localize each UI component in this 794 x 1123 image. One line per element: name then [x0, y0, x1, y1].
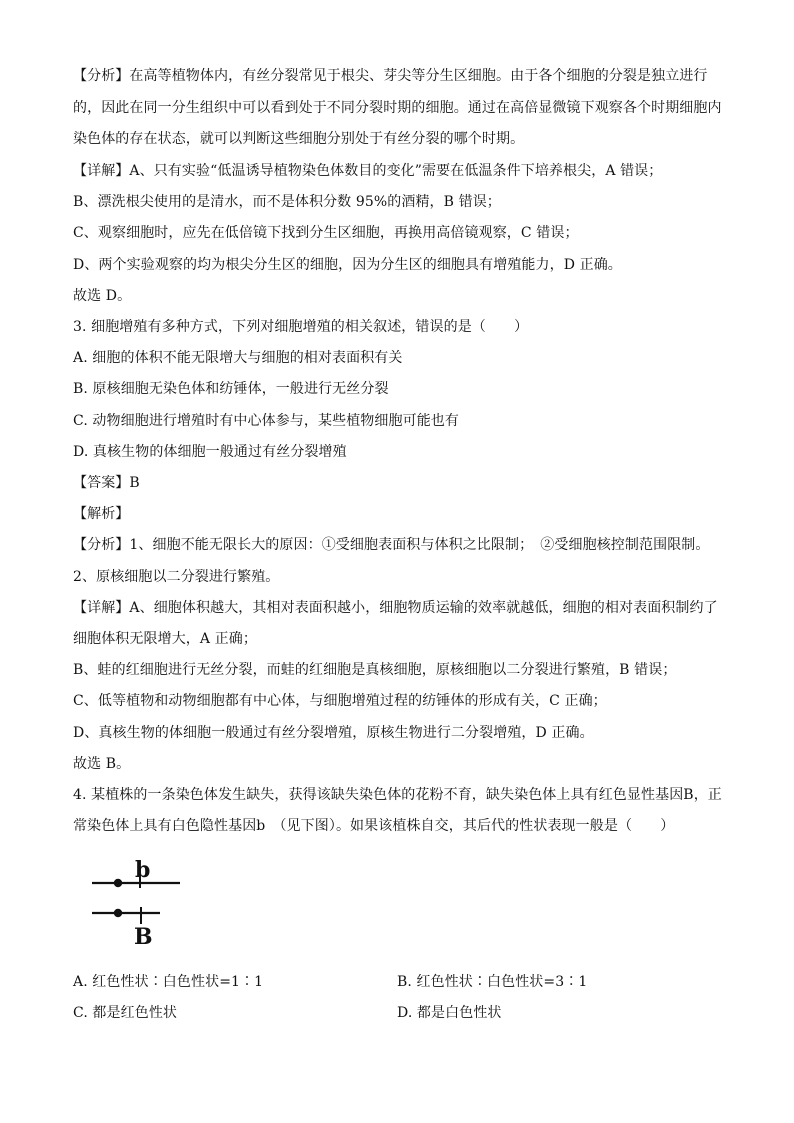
q3-detail-d: D、真核生物的体细胞一般通过有丝分裂增殖，原核生物进行二分裂增殖，D 正确。: [73, 725, 594, 741]
q2-detail-c: C、观察细胞时，应先在低倍镜下找到分生区细胞，再换用高倍镜观察，C 错误；: [73, 225, 579, 241]
q3-option-b: B. 原核细胞无染色体和纺锤体，一般进行无丝分裂: [73, 381, 389, 397]
q2-detail-a: 【详解】A、只有实验“低温诱导植物染色体数目的变化”需要在低温条件下培养根尖，A 错误；: [73, 163, 663, 179]
q4-option-a: A. 红色性状∶白色性状=1∶1: [73, 974, 264, 990]
q2-conclusion: 故选 D。: [73, 288, 132, 304]
q2-detail-d: D、两个实验观察的均为根尖分生区的细胞，因为分生区的细胞具有增殖能力，D 正确。: [73, 257, 622, 273]
q3-jiexi-heading: 【解析】: [73, 506, 130, 522]
q4-option-d: D. 都是白色性状: [397, 1005, 502, 1021]
q2-analysis-line-3: 染色体的存在状态，就可以判断这些细胞分别处于有丝分裂的哪个时期。: [73, 131, 525, 147]
q3-conclusion: 故选 B。: [73, 756, 131, 772]
gene-b-label: b: [135, 857, 151, 883]
q4-stem-line-2: 常染色体上具有白色隐性基因b （见下图）。如果该植株自交，其后代的性状表现一般是（ ）: [73, 818, 675, 834]
q4-option-c: C. 都是红色性状: [73, 1005, 178, 1021]
q3-detail-a-line-1: 【详解】A、细胞体积越大，其相对表面积越小，细胞物质运输的效率就越低，细胞的相对表面积制约了: [73, 600, 718, 616]
q3-analysis-line-1: 【分析】1、细胞不能无限长大的原因：①受细胞表面积与体积之比限制； ②受细胞核控制范围限制。: [73, 537, 710, 553]
q3-detail-c: C、低等植物和动物细胞都有中心体，与细胞增殖过程的纺锤体的形成有关，C 正确；: [73, 693, 607, 709]
q4-option-b: B. 红色性状∶白色性状=3∶1: [397, 974, 588, 990]
q3-answer: 【答案】B: [73, 475, 140, 491]
q4-stem-line-1: 4. 某植株的一条染色体发生缺失，获得该缺失染色体的花粉不育，缺失染色体上具有红色显性基因B，正: [73, 787, 722, 803]
deleted-chromosome-centromere: [114, 909, 122, 917]
q3-stem: 3. 细胞增殖有多种方式，下列对细胞增殖的相关叙述，错误的是（ ）: [73, 319, 529, 335]
q3-option-a: A. 细胞的体积不能无限增大与细胞的相对表面积有关: [73, 350, 403, 366]
q2-analysis-line-1: 【分析】在高等植物体内，有丝分裂常见于根尖、芽尖等分生区细胞。由于各个细胞的分裂是独立进行: [73, 68, 708, 84]
q3-option-c: C. 动物细胞进行增殖时有中心体参与，某些植物细胞可能也有: [73, 413, 460, 429]
gene-B-label: B: [134, 924, 153, 947]
q2-detail-b: B、漂洗根尖使用的是清水，而不是体积分数 95%的酒精，B 错误；: [73, 194, 501, 210]
q2-analysis-line-2: 的，因此在同一分生组织中可以看到处于不同分裂时期的细胞。通过在高倍显微镜下观察各个时期细胞内: [73, 100, 722, 116]
chromosome-figure: [88, 852, 188, 947]
q3-analysis-line-2: 2、原核细胞以二分裂进行繁殖。: [73, 569, 280, 585]
q3-option-d: D. 真核生物的体细胞一般通过有丝分裂增殖: [73, 444, 347, 460]
q3-detail-a-line-2: 细胞体积无限增大，A 正确；: [73, 631, 257, 647]
normal-chromosome-centromere: [114, 879, 122, 887]
q3-detail-b: B、蛙的红细胞进行无丝分裂，而蛙的红细胞是真核细胞，原核细胞以二分裂进行繁殖，B 错误；: [73, 662, 677, 678]
